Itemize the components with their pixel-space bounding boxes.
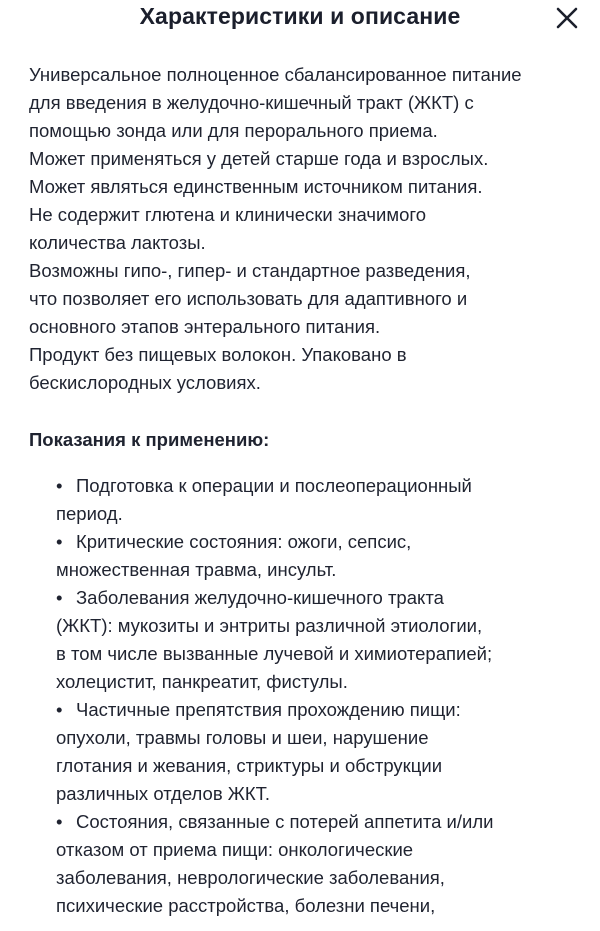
description-line: Не содержит глютена и клинически значимого [29,204,427,225]
bullet-mark: • [56,531,63,552]
indication-line [56,864,579,892]
indication-line [56,584,579,612]
bullet-mark: • [56,475,63,496]
description-line: Продукт без пищевых волокон. Упаковано в [29,344,407,365]
indication-text: отказом от приема пищи: онкологические [56,839,414,860]
indication-text: Частичные препятствия прохождению пищи: [76,699,461,720]
indication-line [56,472,579,500]
indication-line [56,780,579,808]
indication-text: период. [56,503,123,524]
indication-text: Состояния, связанные с потерей аппетита и/или [76,811,494,832]
modal-content [29,61,579,920]
indication-text: глотания и жевания, стриктуры и обструкции [56,755,443,776]
close-button[interactable] [554,5,580,31]
bullet-mark: • [56,587,63,608]
indication-line [56,612,579,640]
indication-text: заболевания, неврологические заболевания, [56,867,445,888]
description-line: для введения в желудочно-кишечный тракт (ЖКТ) с [29,92,474,113]
description-line: Может применяться у детей старше года и взрослых. [29,148,489,169]
indication-line [56,640,579,668]
indication-line [56,752,579,780]
indication-line [56,808,579,836]
indication-text: холецистит, панкреатит, фистулы. [56,671,348,692]
description-line: Возможны гипо-, гипер- и стандартное разведения, [29,260,471,281]
indication-text: Заболевания желудочно-кишечного тракта [76,587,444,608]
indication-line [56,696,579,724]
description [29,61,579,397]
close-icon [554,5,580,31]
indication-line [56,556,579,584]
description-line: бескислородных условиях. [29,372,261,393]
indication-line [56,724,579,752]
indication-text: (ЖКТ): мукозиты и энтриты различной этиологии, [56,615,483,636]
bullet-mark: • [56,699,63,720]
description-line: Универсальное полноценное сбалансированное питание [29,64,522,85]
modal-header [0,0,600,40]
modal-title: Характеристики и описание [139,3,461,29]
indication-text: в том числе вызванные лучевой и химиотерапией; [56,643,493,664]
indication-line [56,892,579,920]
description-line: Может являться единственным источником питания. [29,176,483,197]
indication-text: множественная травма, инсульт. [56,559,337,580]
indication-text: опухоли, травмы головы и шеи, нарушение [56,727,429,748]
indication-line [56,836,579,864]
indication-text: Критические состояния: ожоги, сепсис, [76,531,412,552]
bullet-mark: • [56,811,63,832]
description-line: что позволяет его использовать для адаптивного и [29,288,468,309]
indications-title: Показания к применению: [29,429,270,450]
description-line: помощью зонда или для перорального приема. [29,120,438,141]
indication-line [56,668,579,696]
indication-text: различных отделов ЖКТ. [56,783,271,804]
description-line: основного этапов энтерального питания. [29,316,381,337]
indication-text: психические расстройства, болезни печени, [56,895,436,916]
indication-line [56,500,579,528]
indications-list [29,472,579,920]
description-line: количества лактозы. [29,232,206,253]
indication-text: Подготовка к операции и послеоперационный [76,475,472,496]
indication-line [56,528,579,556]
